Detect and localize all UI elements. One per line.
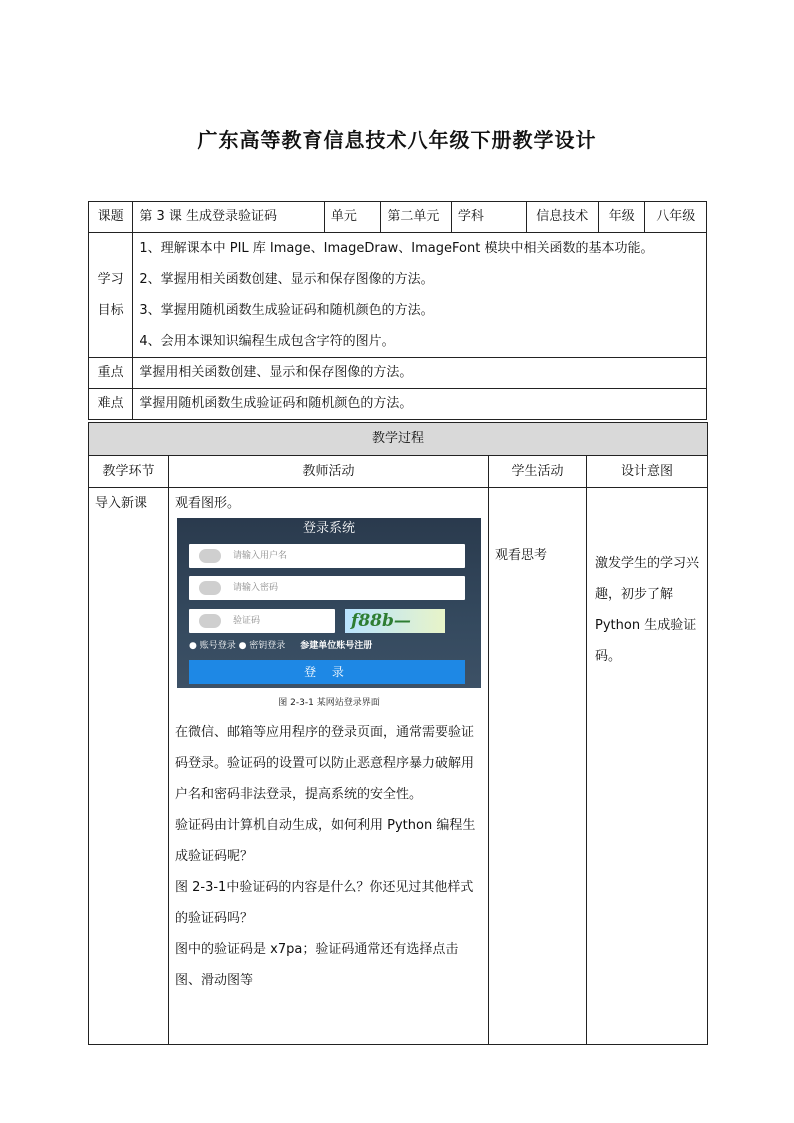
teacher-paragraph: 图 2-3-1中验证码的内容是什么？你还见过其他样式的验证码吗？ xyxy=(175,879,474,926)
teacher-paragraph: 在微信、邮箱等应用程序的登录页面，通常需要验证码登录。验证码的设置可以防止恶意程序暴力破解用户名和密码非法登录，提高系统的安全性。 xyxy=(175,724,475,802)
login-title: 登录系统 xyxy=(302,521,355,536)
login-figure xyxy=(177,518,482,709)
lesson-label: 课题 xyxy=(89,202,133,233)
option-key-login: ● 密钥登录 xyxy=(238,641,286,651)
key-point-row xyxy=(89,358,707,389)
process-title: 教学过程 xyxy=(89,423,708,456)
register-link: 参建单位账号注册 xyxy=(300,641,373,651)
header-stage: 教学环节 xyxy=(89,456,169,488)
login-button: 登 录 xyxy=(189,660,465,684)
goal-item: 4、会用本课知识编程生成包含字符的图片。 xyxy=(139,334,395,349)
username-field xyxy=(189,544,465,568)
difficulty-label: 难点 xyxy=(89,389,133,420)
student-activity: 观看思考 xyxy=(489,488,587,1045)
lock-icon xyxy=(199,614,221,628)
goals-label-line-1: 学习 xyxy=(97,272,124,287)
design-intent: 激发学生的学习兴趣，初步了解 Python 生成验证码。 xyxy=(587,488,708,1045)
teacher-intro: 观看图形。 xyxy=(175,496,241,511)
captcha-field xyxy=(189,609,335,633)
captcha-placeholder: 验证码 xyxy=(233,616,261,626)
login-screenshot xyxy=(177,518,481,688)
header-intent: 设计意图 xyxy=(587,456,708,488)
goals-row xyxy=(89,233,707,358)
key-point-label: 重点 xyxy=(89,358,133,389)
goal-item: 2、掌握用相关函数创建、显示和保存图像的方法。 xyxy=(139,272,434,287)
grade-value: 八年级 xyxy=(645,202,707,233)
goals-label xyxy=(89,233,133,358)
username-placeholder: 请输入用户名 xyxy=(233,551,288,561)
goals-label-line-2: 目标 xyxy=(97,303,124,318)
difficulty-row xyxy=(89,389,707,420)
teacher-activity xyxy=(169,488,489,1045)
password-placeholder: 请输入密码 xyxy=(233,583,279,593)
process-table xyxy=(88,422,708,1045)
subject-label: 学科 xyxy=(451,202,526,233)
header-teacher: 教师活动 xyxy=(169,456,489,488)
user-icon xyxy=(199,549,221,563)
key-point-text: 掌握用相关函数创建、显示和保存图像的方法。 xyxy=(133,358,707,389)
option-account-login: ● 账号登录 xyxy=(189,641,236,651)
goals-content xyxy=(133,233,707,358)
figure-caption: 图 2-3-1 某网站登录界面 xyxy=(278,698,380,708)
unit-label: 单元 xyxy=(324,202,380,233)
teacher-paragraph: 验证码由计算机自动生成，如何利用 Python 编程生成验证码呢？ xyxy=(175,817,476,864)
lesson-info-table xyxy=(88,201,707,420)
process-header-row xyxy=(89,456,708,488)
goal-item: 3、掌握用随机函数生成验证码和随机颜色的方法。 xyxy=(139,303,434,318)
lock-icon xyxy=(199,581,221,595)
document-title: 广东高等教育信息技术八年级下册教学设计 xyxy=(197,128,597,152)
teacher-paragraph: 图中的验证码是 x7pa；验证码通常还有选择点击图、滑动图等 xyxy=(175,941,459,988)
login-options xyxy=(189,641,372,652)
password-field xyxy=(189,576,465,600)
captcha-image: f88b— xyxy=(345,609,445,633)
header-student: 学生活动 xyxy=(489,456,587,488)
unit-value: 第二单元 xyxy=(381,202,452,233)
subject-value: 信息技术 xyxy=(526,202,599,233)
info-row xyxy=(89,202,707,233)
stage-name: 导入新课 xyxy=(89,488,169,1045)
difficulty-text: 掌握用随机函数生成验证码和随机颜色的方法。 xyxy=(133,389,707,420)
lesson-value: 第 3 课 生成登录验证码 xyxy=(133,202,325,233)
grade-label: 年级 xyxy=(599,202,645,233)
goal-item: 1、理解课本中 PIL 库 Image、ImageDraw、ImageFont 模块中相关函数的基本功能。 xyxy=(139,241,654,256)
process-row xyxy=(89,488,708,1045)
